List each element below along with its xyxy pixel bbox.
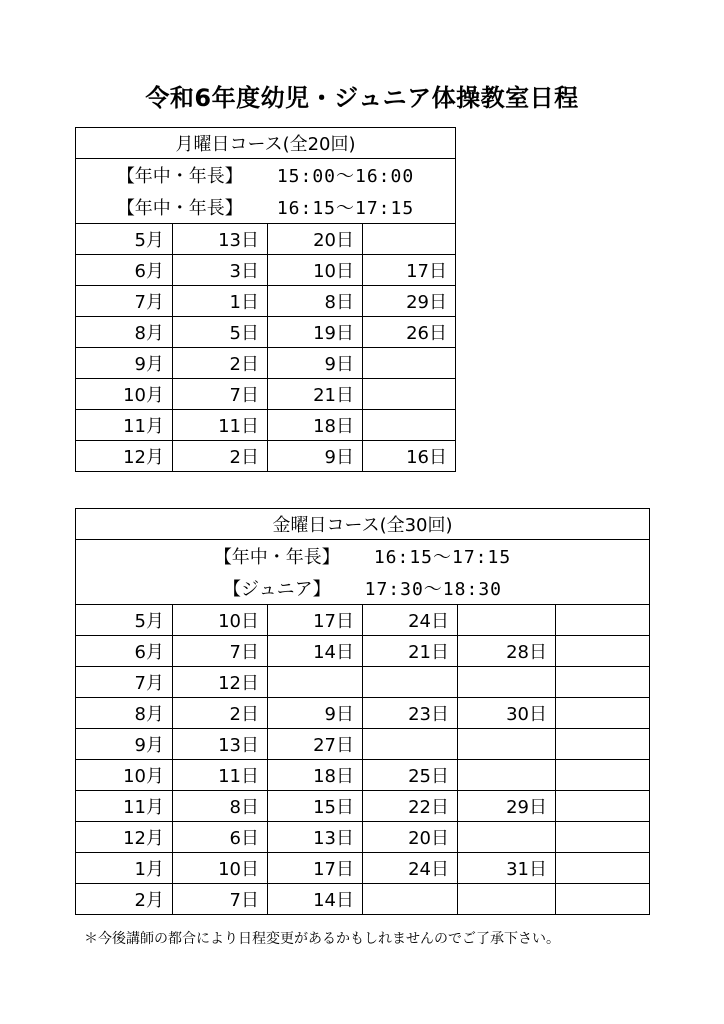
month-cell: 8月 [76,698,173,729]
table-row [76,605,650,636]
day-cell: 24日 [363,605,458,636]
day-cell: 10日 [173,605,268,636]
day-cell: 8日 [268,286,363,317]
month-cell: 5月 [76,605,173,636]
friday-group-time-row [76,572,650,605]
day-cell: 9日 [268,441,363,472]
day-cell [268,667,363,698]
day-cell: 26日 [363,317,456,348]
day-cell [556,884,650,915]
month-cell: 2月 [76,884,173,915]
table-row [76,853,650,884]
month-cell: 12月 [76,441,173,472]
table-row [76,698,650,729]
table-row [76,667,650,698]
day-cell [556,698,650,729]
month-cell: 10月 [76,760,173,791]
day-cell [458,667,556,698]
day-cell [458,822,556,853]
time-range: 15:00〜16:00 [276,166,415,187]
day-cell: 9日 [268,348,363,379]
group-label: 【年中・年長】 [116,166,243,187]
table-row [76,348,456,379]
month-cell: 10月 [76,379,173,410]
month-cell: 7月 [76,667,173,698]
month-cell: 6月 [76,255,173,286]
day-cell: 29日 [363,286,456,317]
time-range: 16:15〜17:15 [373,547,512,568]
table-row [76,255,456,286]
day-cell: 2日 [173,698,268,729]
schedule-note: ＊今後講師の都合により日程変更があるかもしれませんのでご了承下さい。 [84,931,560,947]
month-cell: 5月 [76,224,173,255]
table-row [76,441,456,472]
table-row [76,822,650,853]
day-cell: 23日 [363,698,458,729]
day-cell: 8日 [173,791,268,822]
day-cell [556,853,650,884]
day-cell: 20日 [363,822,458,853]
day-cell [556,791,650,822]
table-row [76,317,456,348]
day-cell [556,822,650,853]
month-cell: 6月 [76,636,173,667]
day-cell: 29日 [458,791,556,822]
table-row [76,636,650,667]
day-cell: 19日 [268,317,363,348]
day-cell [458,605,556,636]
day-cell [458,760,556,791]
day-cell [363,410,456,441]
monday-group-time-row [76,191,456,224]
day-cell: 14日 [268,884,363,915]
day-cell [556,605,650,636]
friday-course-heading: 金曜日コース(全30回) [76,509,650,540]
month-cell: 7月 [76,286,173,317]
day-cell: 17日 [268,853,363,884]
day-cell: 17日 [363,255,456,286]
page-title: 令和6年度幼児・ジュニア体操教室日程 [145,84,579,112]
group-label: 【年中・年長】 [116,198,243,219]
day-cell: 7日 [173,636,268,667]
day-cell: 7日 [173,884,268,915]
monday-course-heading: 月曜日コース(全20回) [76,128,456,159]
day-cell: 31日 [458,853,556,884]
day-cell: 16日 [363,441,456,472]
table-row [76,760,650,791]
month-cell: 8月 [76,317,173,348]
day-cell: 14日 [268,636,363,667]
day-cell: 11日 [173,760,268,791]
day-cell: 12日 [173,667,268,698]
day-cell: 20日 [268,224,363,255]
day-cell: 10日 [268,255,363,286]
table-row [76,884,650,915]
month-cell: 9月 [76,729,173,760]
day-cell: 3日 [173,255,268,286]
day-cell: 18日 [268,410,363,441]
day-cell [363,348,456,379]
month-cell: 12月 [76,822,173,853]
day-cell [458,884,556,915]
day-cell: 27日 [268,729,363,760]
day-cell: 22日 [363,791,458,822]
table-row [76,224,456,255]
day-cell: 6日 [173,822,268,853]
day-cell [556,667,650,698]
day-cell [363,667,458,698]
table-row [76,410,456,441]
monday-schedule-table [75,127,456,472]
month-cell: 9月 [76,348,173,379]
day-cell: 13日 [268,822,363,853]
day-cell [363,224,456,255]
day-cell [556,729,650,760]
day-cell: 15日 [268,791,363,822]
monday-group-time-row [76,159,456,192]
table-row [76,286,456,317]
day-cell: 25日 [363,760,458,791]
month-cell: 11月 [76,410,173,441]
group-label: 【ジュニア】 [222,579,331,600]
day-cell: 5日 [173,317,268,348]
day-cell: 30日 [458,698,556,729]
time-range: 16:15〜17:15 [276,198,415,219]
day-cell: 17日 [268,605,363,636]
day-cell: 24日 [363,853,458,884]
day-cell [363,884,458,915]
day-cell: 18日 [268,760,363,791]
table-row [76,379,456,410]
friday-group-time-row [76,540,650,573]
table-row [76,791,650,822]
group-label: 【年中・年長】 [213,547,340,568]
day-cell: 13日 [173,729,268,760]
day-cell: 21日 [268,379,363,410]
day-cell [458,729,556,760]
day-cell: 13日 [173,224,268,255]
day-cell [363,729,458,760]
day-cell: 7日 [173,379,268,410]
day-cell: 11日 [173,410,268,441]
day-cell: 1日 [173,286,268,317]
month-cell: 11月 [76,791,173,822]
day-cell: 2日 [173,441,268,472]
day-cell: 9日 [268,698,363,729]
time-range: 17:30〜18:30 [364,579,502,600]
day-cell [556,760,650,791]
day-cell: 2日 [173,348,268,379]
day-cell: 21日 [363,636,458,667]
day-cell [363,379,456,410]
day-cell: 10日 [173,853,268,884]
day-cell: 28日 [458,636,556,667]
friday-schedule-table [75,508,650,915]
table-row [76,729,650,760]
month-cell: 1月 [76,853,173,884]
day-cell [556,636,650,667]
